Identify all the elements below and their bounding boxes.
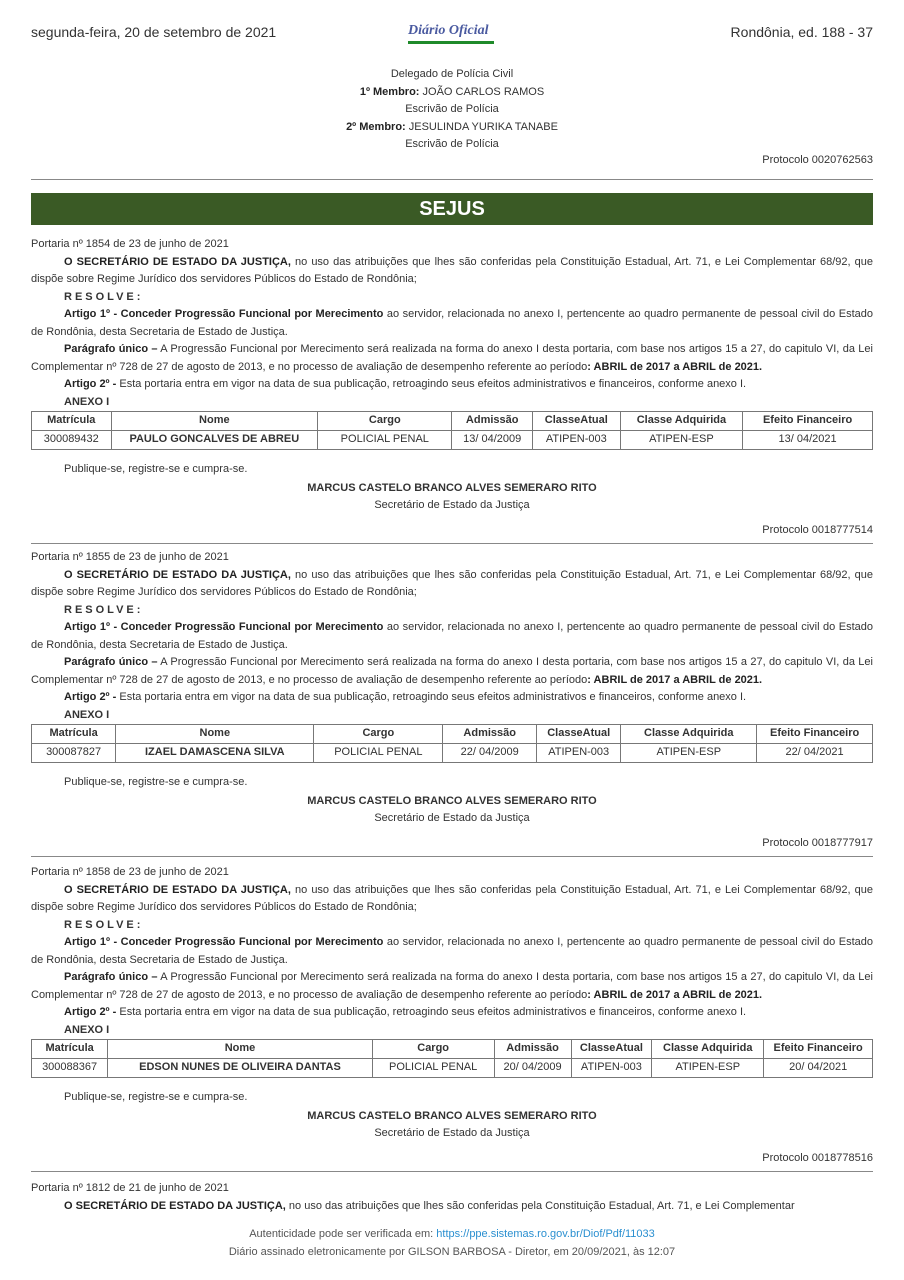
table-row [32,1059,873,1078]
column-header: Efeito Financeiro [743,412,873,431]
artigo-1: Artigo 1º - Conceder Progressão Funcional por Merecimento ao servidor, relacionada no anexo I, pertencente ao quadro permanente de pessoal civil do Estado de Rondônia, desta Secretaria de Estado de Justiça. [31,308,873,338]
table-cell: POLICIAL PENAL [314,744,443,763]
page-header [31,24,873,48]
table-cell: ATIPEN-003 [571,1059,652,1078]
portaria-intro: O SECRETÁRIO DE ESTADO DA JUSTIÇA, no uso das atribuições que lhes são conferidas pela Constituição Estadual, Art. 71, e Lei Complementar 68/92, que dispõe sobre Regime Jurídico dos servidores Públicos do Estado de Rondônia; [31,883,873,913]
table-cell: 300087827 [32,744,116,763]
column-header: Nome [111,412,318,431]
column-header: Admissão [443,725,537,744]
table-cell: ATIPEN-ESP [621,744,757,763]
portaria-title: Portaria nº 1812 de 21 de junho de 2021 [31,1182,229,1194]
page-footer [0,1225,904,1261]
member-line: Delegado de Polícia Civil [390,68,514,80]
column-header: Cargo [372,1040,494,1059]
column-header: Classe Adquirida [620,412,742,431]
table-cell: ATIPEN-ESP [620,431,742,450]
anexo-table [31,724,873,763]
authenticity-link[interactable]: https://ppe.sistemas.ro.gov.br/Diof/Pdf/11033 [436,1228,655,1240]
table-cell: EDSON NUNES DE OLIVEIRA DANTAS [108,1059,373,1078]
signer-name: MARCUS CASTELO BRANCO ALVES SEMERARO RITO [307,1109,597,1122]
anexo-heading: ANEXO I [64,395,110,408]
table-cell: ATIPEN-003 [537,744,621,763]
resolve-heading: RESOLVE: [64,918,144,931]
table-row [32,431,873,450]
table-header-row [32,725,873,744]
member-line: 2º Membro: JESULINDA YURIKA TANABE [346,120,558,133]
table-cell: POLICIAL PENAL [318,431,452,450]
publique-text: Publique-se, registre-se e cumpra-se. [64,1091,248,1103]
column-header: Admissão [452,412,532,431]
signer-role: Secretário de Estado da Justiça [374,812,530,824]
column-header: Matrícula [32,725,116,744]
table-cell: 13/ 04/2009 [452,431,532,450]
signer-role: Secretário de Estado da Justiça [374,499,530,511]
portaria-title: Portaria nº 1855 de 23 de junho de 2021 [31,551,229,563]
artigo-2: Artigo 2º - Esta portaria entra em vigor na data de sua publicação, retroagindo seus efeitos administrativos e financeiros, conforme anexo I. [64,691,747,703]
artigo-2: Artigo 2º - Esta portaria entra em vigor na data de sua publicação, retroagindo seus efeitos administrativos e financeiros, conforme anexo I. [64,1006,747,1018]
column-header: ClasseAtual [537,725,621,744]
column-header: Cargo [314,725,443,744]
signer-role: Secretário de Estado da Justiça [374,1127,530,1139]
header-date: segunda-feira, 20 de setembro de 2021 [31,24,277,40]
anexo-heading: ANEXO I [64,1023,110,1036]
anexo-table [31,1039,873,1078]
artigo-2: Artigo 2º - Esta portaria entra em vigor na data de sua publicação, retroagindo seus efeitos administrativos e financeiros, conforme anexo I. [64,378,747,390]
publique-text: Publique-se, registre-se e cumpra-se. [64,776,248,788]
members-block [31,66,873,154]
protocolo-text: Protocolo 0020762563 [762,154,873,166]
member-line: Escrivão de Polícia [405,103,499,115]
artigo-1: Artigo 1º - Conceder Progressão Funcional por Merecimento ao servidor, relacionada no anexo I, pertencente ao quadro permanente de pessoal civil do Estado de Rondônia, desta Secretaria de Estado de Justiça. [31,621,873,651]
table-cell: ATIPEN-003 [532,431,620,450]
header-title [408,23,494,44]
table-header-row [32,1040,873,1059]
portaria-title: Portaria nº 1854 de 23 de junho de 2021 [31,238,229,250]
table-header-row [32,412,873,431]
column-header: Efeito Financeiro [764,1040,873,1059]
protocolo: Protocolo 0018777917 [31,835,873,858]
column-header: Nome [116,725,314,744]
member-line: 1º Membro: JOÃO CARLOS RAMOS [359,85,545,98]
anexo-table [31,411,873,450]
artigo-1: Artigo 1º - Conceder Progressão Funcional por Merecimento ao servidor, relacionada no anexo I, pertencente ao quadro permanente de pessoal civil do Estado de Rondônia, desta Secretaria de Estado de Justiça. [31,936,873,966]
table-cell: 20/ 04/2021 [764,1059,873,1078]
table-cell: 300089432 [32,431,112,450]
portaria-intro: O SECRETÁRIO DE ESTADO DA JUSTIÇA, no uso das atribuições que lhes são conferidas pela Constituição Estadual, Art. 71, e Lei Complementar 68/92, que dispõe sobre Regime Jurídico dos servidores Públicos do Estado de Rondônia; [31,255,873,285]
paragrafo-unico: Parágrafo único – A Progressão Funcional por Merecimento será realizada na forma do anexo I desta portaria, com base nos artigos 15 a 27, do capitulo VI, da Lei Complementar nº 728 de 27 de agosto de 2013, e no processo de avaliação de desempenho referente ao período: ABRIL de 2017 a ABRIL de 2021. [31,343,873,373]
signer-name: MARCUS CASTELO BRANCO ALVES SEMERARO RITO [307,794,597,807]
column-header: Classe Adquirida [621,725,757,744]
signature-line: Diário assinado eletronicamente por GILSON BARBOSA - Diretor, em 20/09/2021, às 12:07 [228,1246,676,1258]
table-row [32,744,873,763]
column-header: Cargo [318,412,452,431]
table-cell: 22/ 04/2009 [443,744,537,763]
portaria-title: Portaria nº 1858 de 23 de junho de 2021 [31,866,229,878]
column-header: Classe Adquirida [652,1040,764,1059]
portaria-block [31,864,873,1172]
column-header: ClasseAtual [532,412,620,431]
table-cell: POLICIAL PENAL [372,1059,494,1078]
portaria-intro: O SECRETÁRIO DE ESTADO DA JUSTIÇA, no uso das atribuições que lhes são conferidas pela Constituição Estadual, Art. 71, e Lei Complementar 68/92, que dispõe sobre Regime Jurídico dos servidores Públicos do Estado de Rondônia; [31,568,873,598]
column-header: Nome [108,1040,373,1059]
table-cell: ATIPEN-ESP [652,1059,764,1078]
signer-name: MARCUS CASTELO BRANCO ALVES SEMERARO RITO [307,481,597,494]
authenticity-line: Autenticidade pode ser verificada em: https://ppe.sistemas.ro.gov.br/Diof/Pdf/11033 [249,1228,655,1240]
column-header: Admissão [494,1040,571,1059]
portaria-block [31,236,873,544]
column-header: Efeito Financeiro [757,725,873,744]
table-cell: 20/ 04/2009 [494,1059,571,1078]
publique-text: Publique-se, registre-se e cumpra-se. [64,463,248,475]
paragrafo-unico: Parágrafo único – A Progressão Funcional por Merecimento será realizada na forma do anexo I desta portaria, com base nos artigos 15 a 27, do capitulo VI, da Lei Complementar nº 728 de 27 de agosto de 2013, e no processo de avaliação de desempenho referente ao período: ABRIL de 2017 a ABRIL de 2021. [31,971,873,1001]
protocolo-top [31,152,873,180]
anexo-heading: ANEXO I [64,708,110,721]
portaria-partial [31,1180,873,1215]
resolve-heading: RESOLVE: [64,603,144,616]
protocolo: Protocolo 0018777514 [31,522,873,545]
paragrafo-unico: Parágrafo único – A Progressão Funcional por Merecimento será realizada na forma do anexo I desta portaria, com base nos artigos 15 a 27, do capitulo VI, da Lei Complementar nº 728 de 27 de agosto de 2013, e no processo de avaliação de desempenho referente ao período: ABRIL de 2017 a ABRIL de 2021. [31,656,873,686]
table-cell: 13/ 04/2021 [743,431,873,450]
diario-oficial-logo: Diário Oficial [408,23,489,38]
section-banner: SEJUS [31,193,873,225]
table-cell: 300088367 [32,1059,108,1078]
column-header: Matrícula [32,1040,108,1059]
table-cell: PAULO GONCALVES DE ABREU [111,431,318,450]
table-cell: IZAEL DAMASCENA SILVA [116,744,314,763]
column-header: Matrícula [32,412,112,431]
header-edition: Rondônia, ed. 188 - 37 [730,24,873,40]
protocolo: Protocolo 0018778516 [31,1150,873,1173]
resolve-heading: RESOLVE: [64,290,144,303]
column-header: ClasseAtual [571,1040,652,1059]
member-line: Escrivão de Polícia [405,138,499,150]
table-cell: 22/ 04/2021 [757,744,873,763]
portaria-intro: O SECRETÁRIO DE ESTADO DA JUSTIÇA, no uso das atribuições que lhes são conferidas pela Constituição Estadual, Art. 71, e Lei Complementar [64,1199,795,1212]
portaria-block [31,549,873,857]
title-underline [408,41,494,44]
